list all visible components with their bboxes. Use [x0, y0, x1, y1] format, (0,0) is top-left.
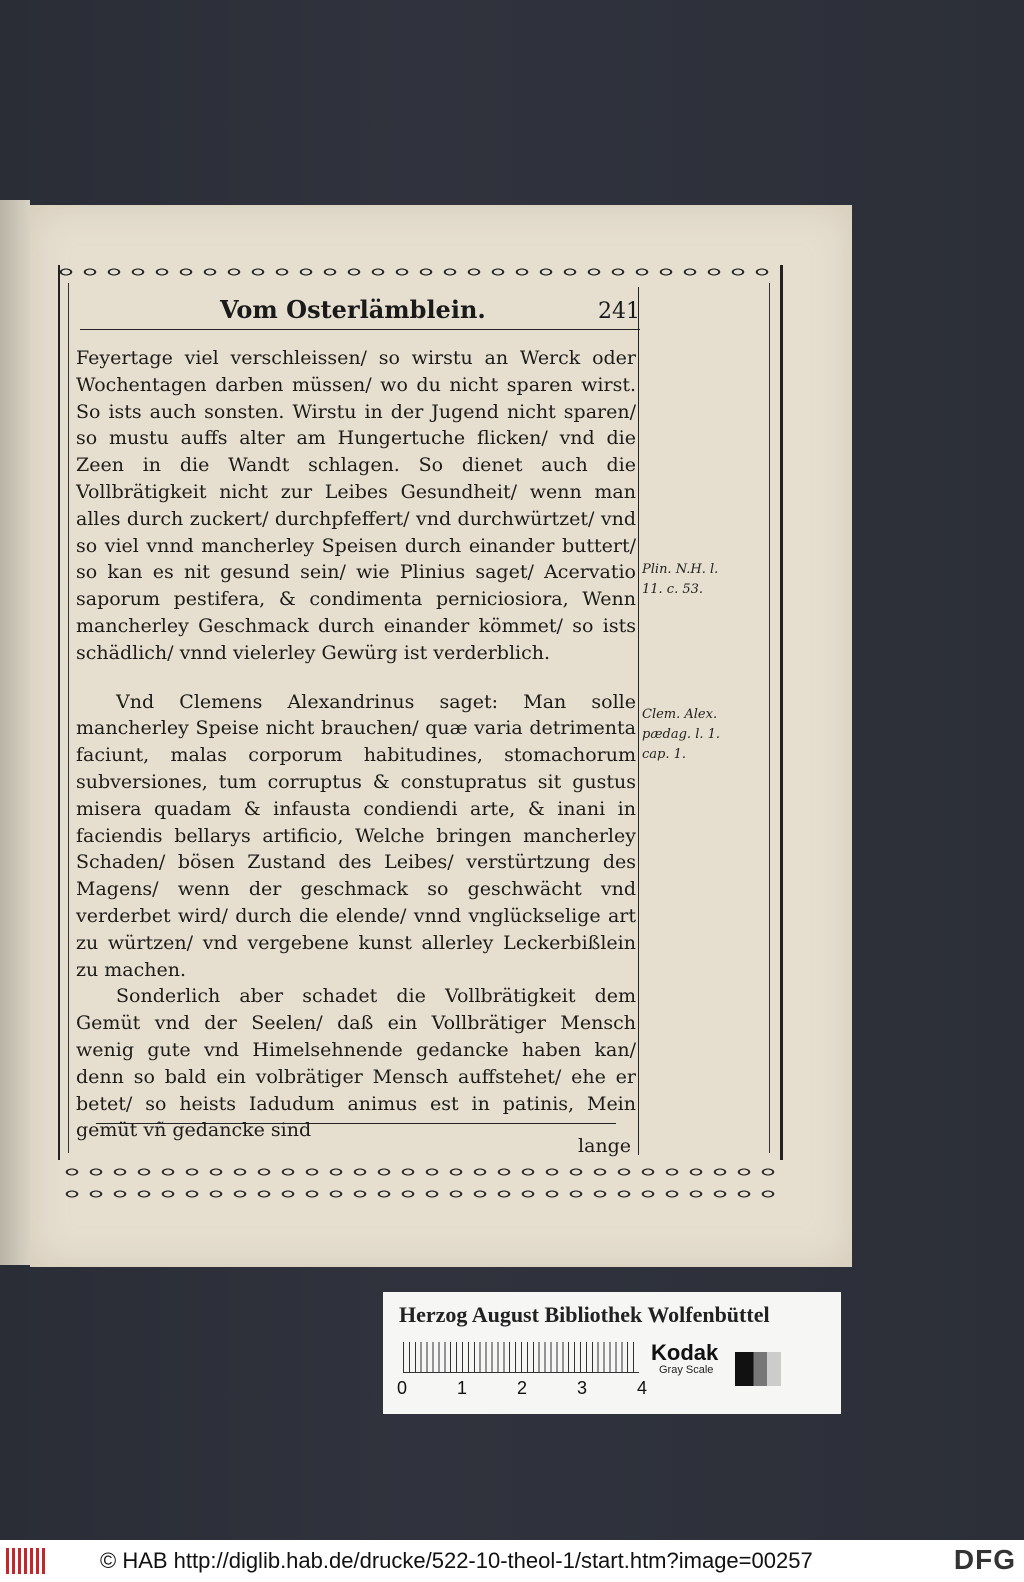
bottom-ornament-border-1 — [60, 1165, 778, 1179]
hab-logo-icon — [6, 1548, 48, 1574]
gray-scale-label: Gray Scale — [659, 1364, 714, 1376]
page-header — [80, 293, 640, 330]
book-page — [30, 205, 852, 1267]
ruler-number: 4 — [636, 1378, 647, 1398]
marginal-column-rule — [638, 287, 639, 1155]
ruler-number: 3 — [576, 1378, 587, 1398]
ruler-numbers — [397, 1378, 647, 1399]
previous-page-edge — [0, 200, 30, 1265]
paragraph-1: Feyertage viel verschleissen/ so wirstu an Werck oder Wochentagen darben müssen/ wo du nicht sparen wirst. So ists auch sonsten. Wirstu in der Jugend nicht sparen/ so mustu auffs alter am Hungertuche flicken/ vnd die Zeen in die Wandt schlagen. So dienet auch die Vollbrätigkeit nicht zur Leibes Gesundheit/ wenn man alles durch zuckert/ durchpfeffert/ vnd durchwürtzet/ vnd so viel vnnd mancherley Speisen durch einander buttert/ so kan es nit gesund sein/ wie Plinius saget/ Acervatio saporum pestifera, & condimenta perniciosiora, Wenn mancherley Geschmack durch einander kömmet/ so ists schädlich/ vnnd vielerley Gewürg ist verderblich. — [76, 347, 636, 664]
ruler-number: 2 — [516, 1378, 527, 1398]
bottom-rule — [96, 1123, 616, 1124]
gray-scale-swatch — [735, 1352, 781, 1386]
footer-bar — [0, 1540, 1024, 1582]
scale-ruler — [403, 1342, 639, 1373]
page-number: 241 — [598, 299, 640, 324]
library-label-card — [383, 1292, 841, 1414]
paragraph-3: Sonderlich aber schadet die Vollbrätigkeit dem Gemüt vnd der Seelen/ daß ein Vollbrätiger Mensch wenig gute vnd Himelsehnende gedancke haben kan/ denn so bald ein volbrätiger Mensch auffstehet/ ehe er betet/ so heists Iadudum animus est in patinis, Mein gemüt vñ gedancke sind — [76, 985, 636, 1142]
ruler-number: 0 — [397, 1378, 408, 1398]
ruler-number: 1 — [456, 1378, 467, 1398]
kodak-label: Kodak — [651, 1340, 719, 1365]
running-head: Vom Osterlämblein. — [220, 295, 486, 324]
main-text — [76, 345, 636, 1144]
dfg-logo: DFG — [953, 1544, 1016, 1575]
footer-url[interactable]: © HAB http://diglib.hab.de/drucke/522-10-theol-1/start.htm?image=00257 — [100, 1548, 813, 1573]
marginal-note-pliny: Plin. N.H. l. 11. c. 53. — [642, 562, 719, 597]
catchword: lange — [578, 1135, 632, 1157]
marginal-note-clement: Clem. Alex. pædag. l. 1. cap. 1. — [642, 707, 721, 762]
library-name: Herzog August Bibliothek Wolfenbüttel — [399, 1302, 770, 1327]
bottom-ornament-border-2 — [60, 1187, 778, 1201]
paragraph-2: Vnd Clemens Alexandrinus saget: Man solle mancherley Speise nicht brauchen/ quæ varia detrimenta faciunt, malas corporum habitudines, stomachorum subversiones, tum corruptus & constupratus sit gustus misera quadam & infausta condiendi arte, & inani in faciendis bellarys artificio, Welche bringen mancherley Schaden/ bösen Zustand des Leibes/ verstürtzung des Magens/ wenn der geschmack so geschwächt vnd verderbet wird/ durch die elende/ vnnd vnglückselige art zu würtzen/ vnd vergebene kunst allerley Leckerbißlein zu machen. — [76, 690, 636, 981]
